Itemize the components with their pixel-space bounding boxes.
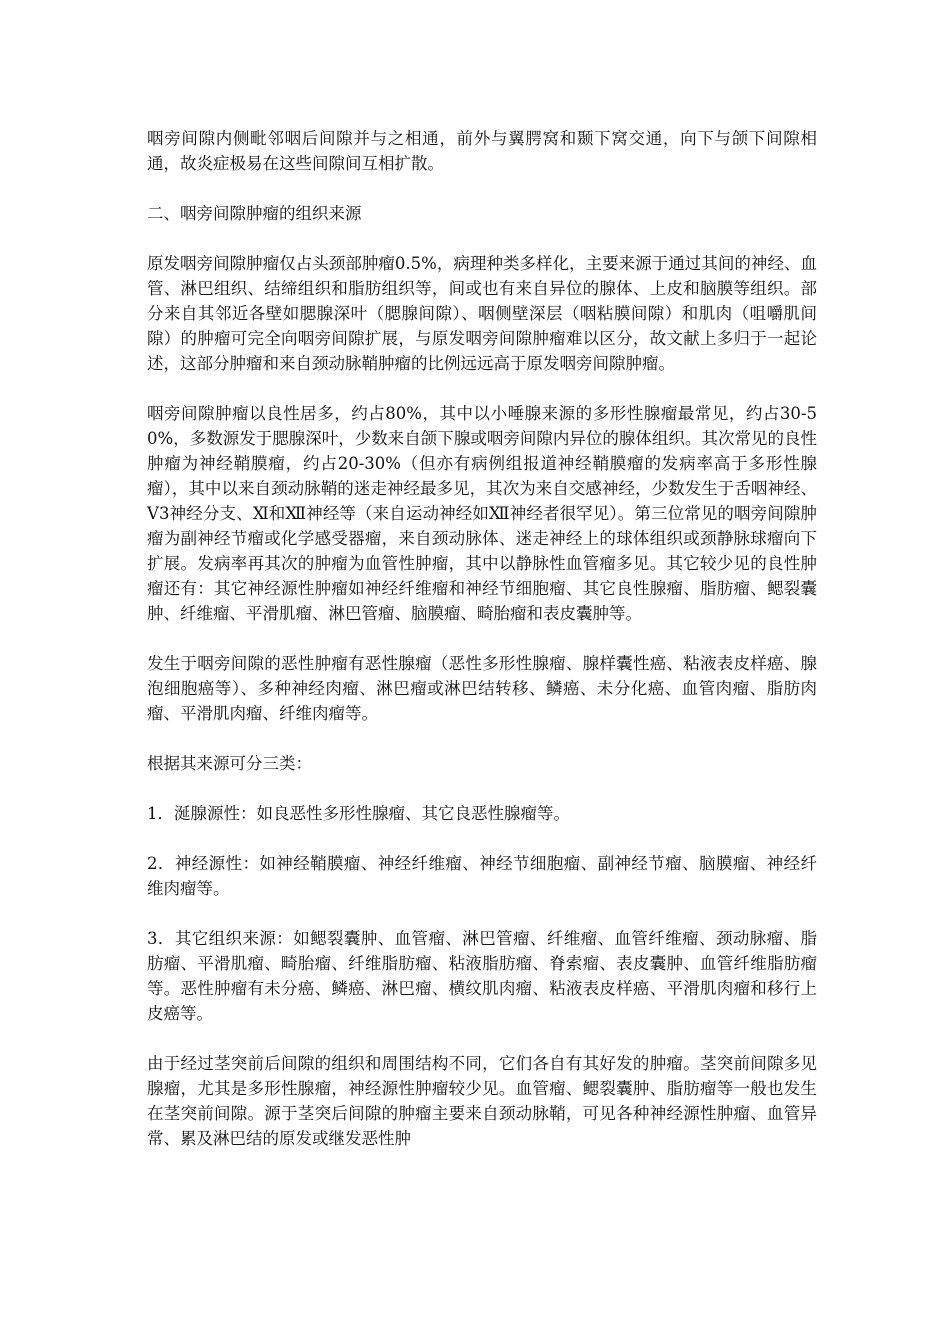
list-item-neurogenic: 2．神经源性：如神经鞘膜瘤、神经纤维瘤、神经节细胞瘤、副神经节瘤、脑膜瘤、神经纤维肉瘤等。 — [147, 854, 817, 898]
paragraph-spread-intro: 咽旁间隙内侧毗邻咽后间隙并与之相通，前外与翼腭窝和颞下窝交通，向下与颌下间隙相通，故炎症极易在这些间隙间互相扩散。 — [147, 129, 817, 173]
list-item-other-tissue: 3．其它组织来源：如鳃裂囊肿、血管瘤、淋巴管瘤、纤维瘤、血管纤维瘤、颈动脉瘤、脂肪瘤、平滑肌瘤、畸胎瘤、纤维脂肪瘤、粘液脂肪瘤、脊索瘤、表皮囊肿、血管纤维脂肪瘤等。恶性肿瘤有未分癌、鳞癌、淋巴瘤、横纹肌肉瘤、粘液表皮样癌、平滑肌肉瘤和移行上皮癌等。 — [147, 929, 817, 1023]
paragraph-classification-intro: 根据其来源可分三类： — [147, 754, 312, 773]
paragraph-malignant-tumors: 发生于咽旁间隙的恶性肿瘤有恶性腺瘤（恶性多形性腺瘤、腺样囊性癌、粘液表皮样癌、腺泡细胞癌等）、多种神经肉瘤、淋巴瘤或淋巴结转移、鳞癌、未分化癌、血管肉瘤、脂肪肉瘤、平滑肌肉瘤、纤维肉瘤等。 — [147, 654, 817, 723]
paragraph-benign-tumors: 咽旁间隙肿瘤以良性居多，约占80%，其中以小唾腺来源的多形性腺瘤最常见，约占30-50%，多数源发于腮腺深叶，少数来自颌下腺或咽旁间隙内异位的腺体组织。其次常见的良性肿瘤为神经鞘膜瘤，约占20-30%（但亦有病例组报道神经鞘膜瘤的发病率高于多形性腺瘤），其中以来自颈动脉鞘的迷走神经最多见，其次为来自交感神经，少数发生于舌咽神经、Ⅴ3神经分支、Ⅺ和Ⅻ神经等（来自运动神经如Ⅻ神经者很罕见）。第三位常见的咽旁间隙肿瘤为副神经节瘤或化学感受器瘤，来自颈动脉体、迷走神经上的球体组织或颈静脉球瘤向下扩展。发病率再其次的肿瘤为血管性肿瘤，其中以静脉性血管瘤多见。其它较少见的良性肿瘤还有：其它神经源性肿瘤如神经纤维瘤和神经节细胞瘤、其它良性腺瘤、脂肪瘤、鳃裂囊肿、纤维瘤、平滑肌瘤、淋巴管瘤、脑膜瘤、畸胎瘤和表皮囊肿等。 — [147, 404, 817, 623]
paragraph-primary-tumors: 原发咽旁间隙肿瘤仅占头颈部肿瘤0.5%，病理种类多样化，主要来源于通过其间的神经、血管、淋巴组织、结缔组织和脂肪组织等，间或也有来自异位的腺体、上皮和脑膜等组织。部分来自其邻近各壁如腮腺深叶（腮腺间隙）、咽侧壁深层（咽粘膜间隙）和肌肉（咀嚼肌间隙）的肿瘤可完全向咽旁间隙扩展，与原发咽旁间隙肿瘤难以区分，故文献上多归于一起论述，这部分肿瘤和来自颈动脉鞘肿瘤的比例远远高于原发咽旁间隙肿瘤。 — [147, 254, 817, 373]
list-item-salivary: 1．涎腺源性：如良恶性多形性腺瘤、其它良恶性腺瘤等。 — [147, 804, 570, 823]
section-heading: 二、咽旁间隙肿瘤的组织来源 — [147, 204, 362, 223]
paragraph-styloid-spaces: 由于经过茎突前后间隙的组织和周围结构不同，它们各自有其好发的肿瘤。茎突前间隙多见腺瘤，尤其是多形性腺瘤，神经源性肿瘤较少见。血管瘤、鳃裂囊肿、脂肪瘤等一般也发生在茎突前间隙。源于茎突后间隙的肿瘤主要来自颈动脉鞘，可见各种神经源性肿瘤、血管异常、累及淋巴结的原发或继发恶性肿 — [147, 1054, 817, 1148]
document-page — [147, 126, 817, 1176]
